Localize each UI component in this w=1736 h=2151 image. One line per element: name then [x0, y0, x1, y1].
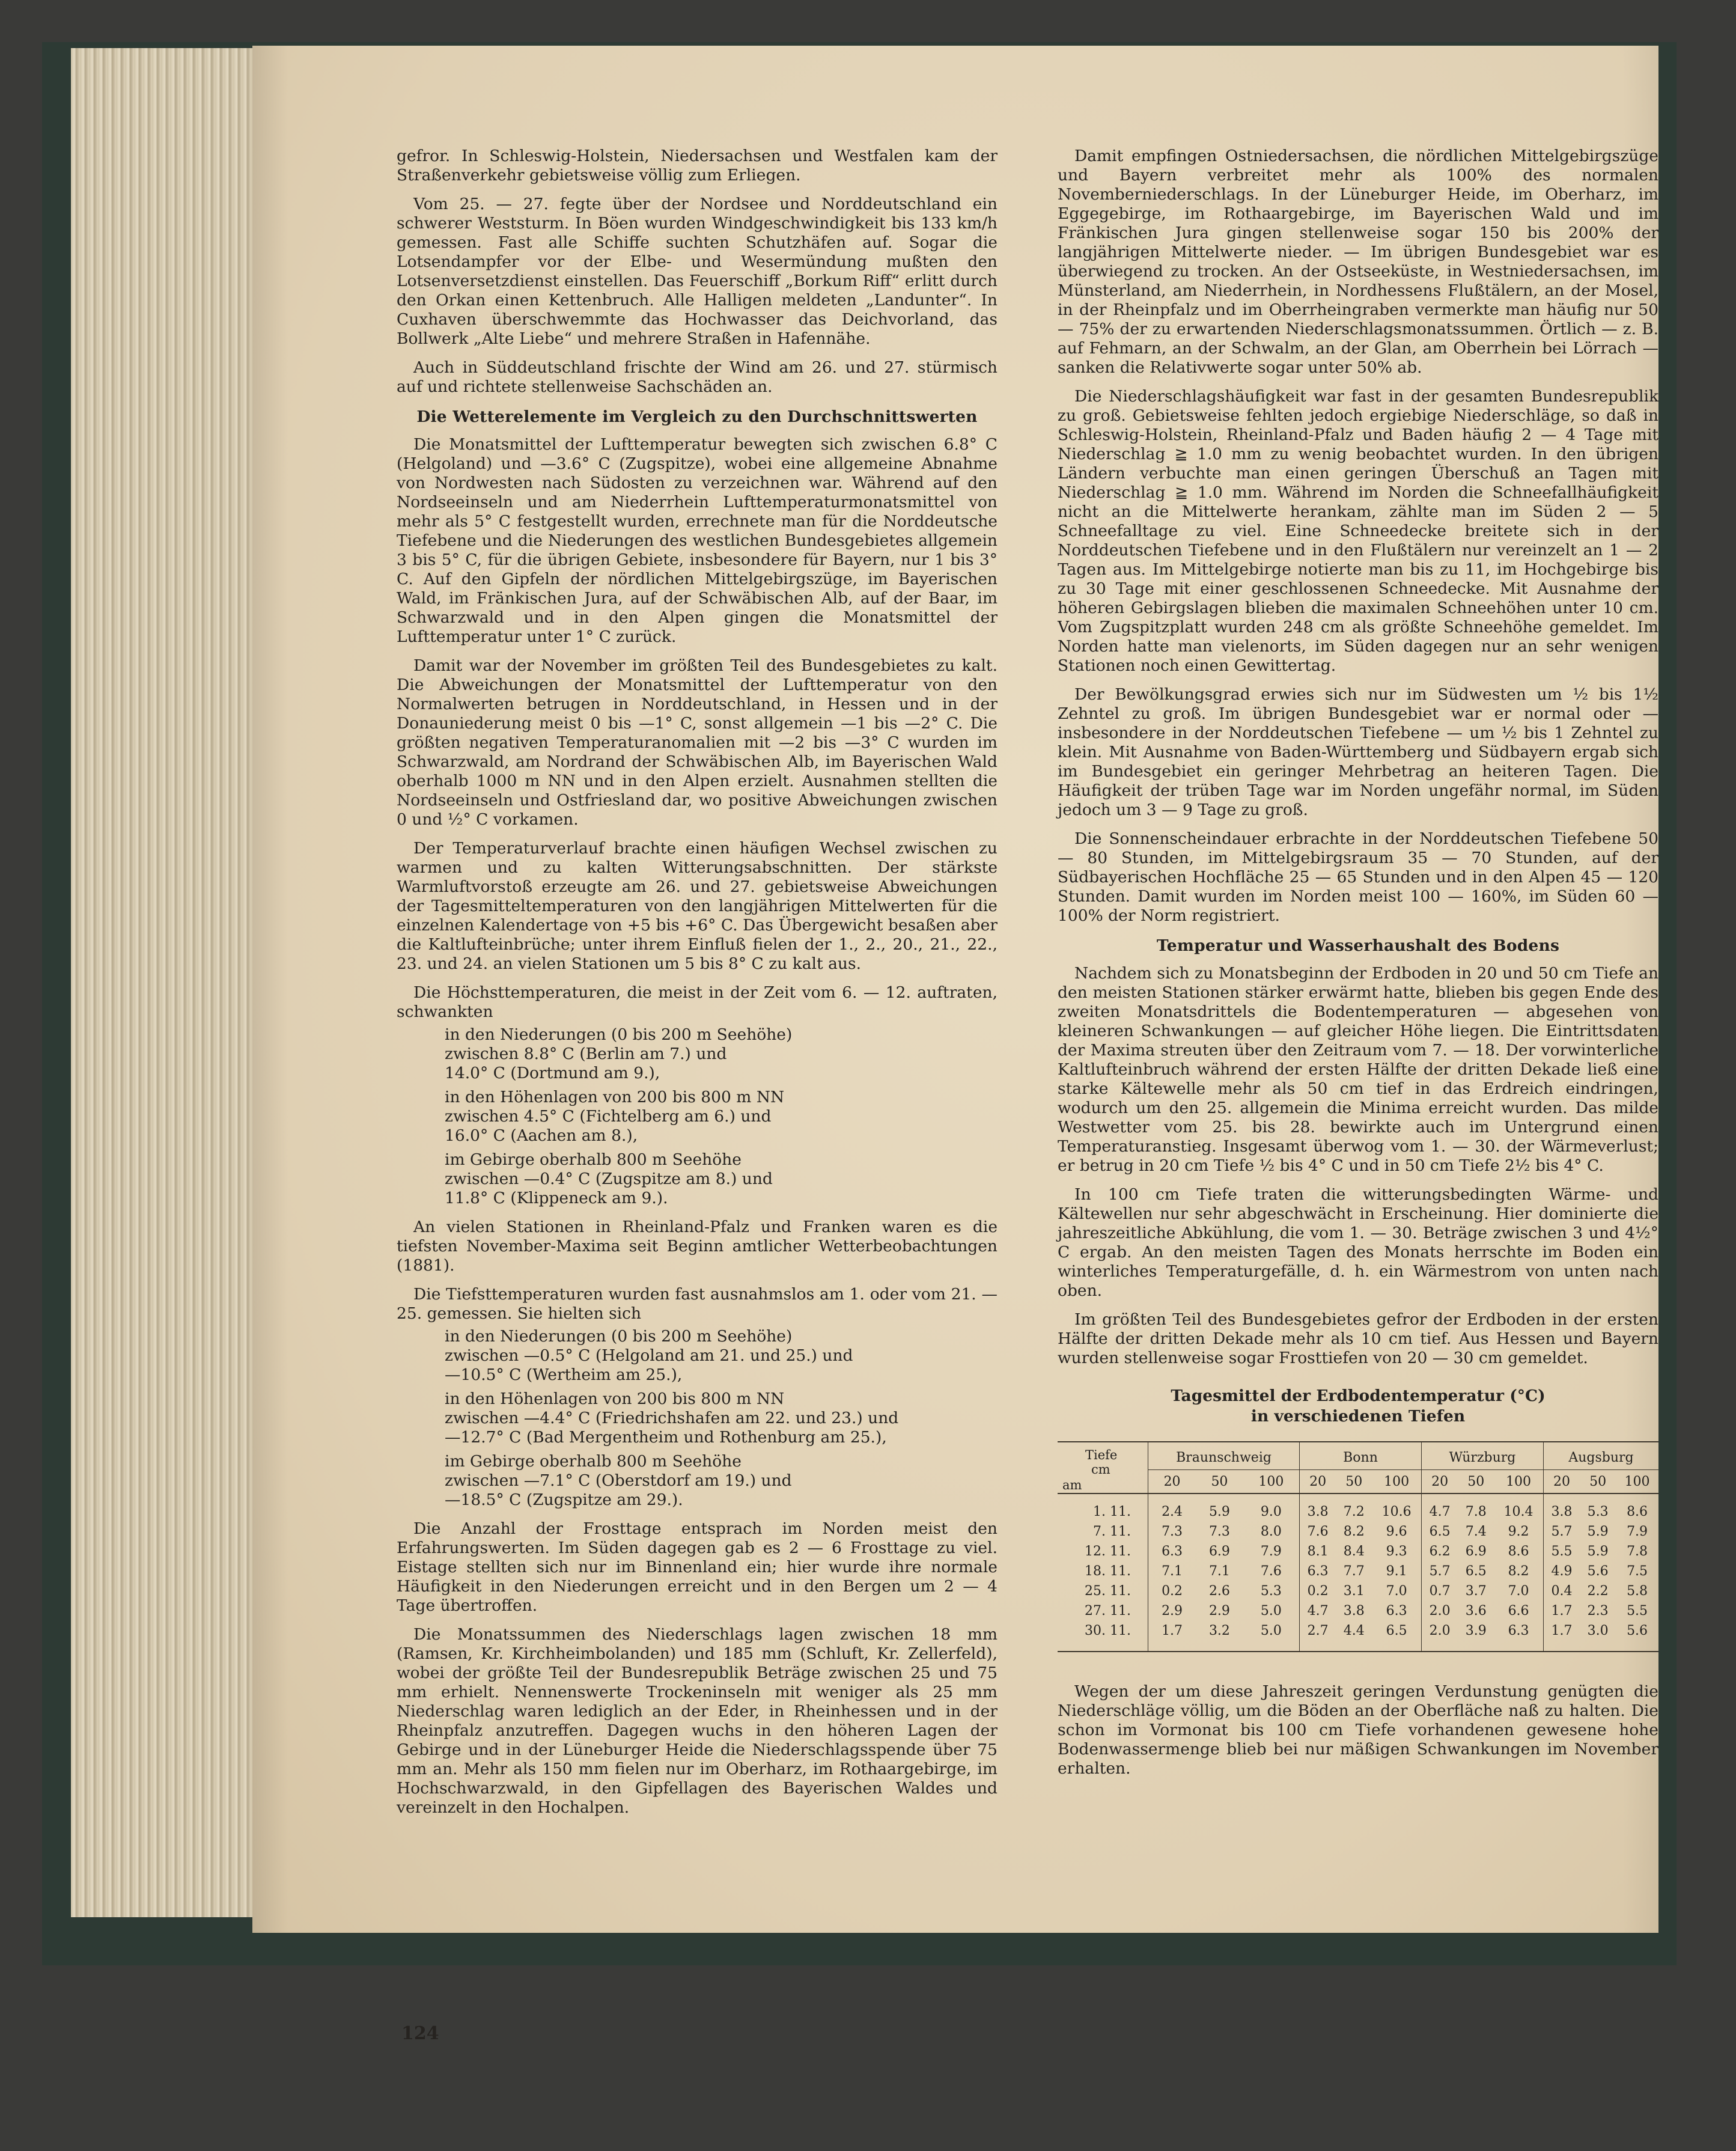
value-cell: 6.6: [1508, 1603, 1529, 1619]
value-cell: 9.1: [1386, 1564, 1407, 1579]
paragraph: Vom 25. — 27. fegte über der Nordsee und Norddeutschland ein schwerer Weststurm. In Böen wurden Windgeschwindigkeit bis 133 km/h gemessen. Fast alle Schiffe suchten Schutzhäfen auf. Sogar die Lotsendampfer vor der Elbe- und Wesermündung mußten den Lotsenversetzdienst einstellen. Das Feuerschiff „Borkum Riff“ erlitt durch den Orkan einen Kettenbruch. Alle Halligen meldeten „Landunter“. In Cuxhaven überschwemmte das Hochwasser das Deichvorland, das Bollwerk „Alte Liebe“ und mehrere Straßen in Hafennähe.: [397, 195, 997, 348]
value-cell: 5.9: [1587, 1524, 1609, 1539]
list-line: in den Höhenlagen von 200 bis 800 m NN: [445, 1390, 785, 1408]
section-heading: Die Wetterelemente im Vergleich zu den Durchschnittswerten: [416, 407, 978, 426]
value-cell: 5.6: [1627, 1623, 1648, 1638]
station-header: Bonn: [1300, 1442, 1422, 1470]
station-header: Augsburg: [1543, 1442, 1658, 1470]
list-line: in den Niederungen (0 bis 200 m Seehöhe): [445, 1025, 793, 1044]
paragraph: Die Monatssummen des Niederschlags lagen zwischen 18 mm (Ramsen, Kr. Kirchheimbolanden) und 185 mm (Schluft, Kr. Zellerfeld), wobei der größte Teil der Bundesrepublik Beträge zwischen 25 und 75 mm erhielt. Nennenswerte Trockeninseln mit weniger als 25 mm Niederschlag waren lediglich an der Eder, in Rheinhessen und in der Rheinpfalz anzutreffen. Dagegen wuchs in den höheren Lagen der Gebirge und in der Lüneburger Heide die Niederschlagsspende über 75 mm an. Mehr als 150 mm fielen nur im Oberharz, im Rothaargebirge, im Hochschwarzwald, in den Gipfellagen des Bayerischen Waldes und vereinzelt in den Hochalpen.: [397, 1625, 997, 1817]
value-cell: 6.5: [1421, 1521, 1458, 1541]
page-edges: [71, 48, 270, 1917]
value-cell: 3.8: [1543, 1493, 1580, 1521]
value-cell: 2.0: [1421, 1600, 1458, 1620]
date-cell: 1. 11.: [1093, 1504, 1131, 1519]
value-cell: 5.7: [1543, 1521, 1580, 1541]
value-cell: 3.0: [1587, 1623, 1609, 1638]
value-cell: 7.3: [1148, 1521, 1196, 1541]
list-line: zwischen 4.5° C (Fichtelberg am 6.) und: [445, 1107, 772, 1126]
value-cell: 4.9: [1543, 1561, 1580, 1581]
value-cell: 5.9: [1208, 1504, 1230, 1519]
list-line: im Gebirge oberhalb 800 m Seehöhe: [445, 1150, 742, 1169]
value-cell: 5.7: [1421, 1561, 1458, 1581]
list-line: —12.7° C (Bad Mergentheim und Rothenburg am 25.),: [445, 1428, 887, 1447]
value-cell: 2.9: [1148, 1600, 1196, 1620]
max-temperature-list: [445, 1025, 997, 1208]
paragraph: Nachdem sich zu Monatsbeginn der Erdboden in 20 und 50 cm Tiefe an den meisten Stationen stärker erwärmt hatte, blieben bis gegen Ende des zweiten Monatsdrittels die Bodentemperaturen — abgesehen von kleineren Schwankungen — auf gleicher Höhe liegen. Die Eintrittsdaten der Maxima streuten über den Zeitraum vom 7. — 18. Der vorwinterliche Kaltlufteinbruch während der ersten Hälfte der dritten Dekade ließ eine starke Kältewelle mehr als 50 cm tief in das Erdreich eindringen, wodurch um den 25. allgemein die Minima erreicht wurden. Das milde Westwetter vom 25. bis 28. bewirkte auch im Untergrund einen Temperaturanstieg. Insgesamt überwog vom 1. — 30. der Wärmeverlust; er betrug in 20 cm Tiefe ½ bis 4° C und in 50 cm Tiefe 2½ bis 4° C.: [1058, 964, 1658, 1175]
stub-date-label: am: [1062, 1478, 1082, 1492]
value-cell: 6.3: [1508, 1623, 1529, 1638]
table-row: [1058, 1561, 1658, 1581]
paragraph: Die Monatsmittel der Lufttemperatur bewegten sich zwischen 6.8° C (Helgoland) und —3.6° C (Zugspitze), wobei eine allgemeine Abnahme von Nordwesten nach Südosten zu verzeichnen war. Während auf den Nordseeinseln und am Niederrhein Lufttemperaturmonatsmittel von mehr als 5° C festgestellt wurden, errechnete man für die Norddeutsche Tiefebene und die Niederungen des westlichen Bundesgebietes allgemein 3 bis 5° C, für die übrigen Gebiete, insbesondere für Bayern, nur 1 bis 3° C. Auf den Gipfeln der nördlichen Mittelgebirgszüge, im Bayerischen Wald, im Fränkischen Jura, auf der Schwäbischen Alb, auf der Baar, im Schwarzwald und in den Alpen gingen die Monatsmittel der Lufttemperatur unter 1° C zurück.: [397, 435, 997, 646]
value-cell: 5.3: [1260, 1584, 1282, 1599]
paragraph: Die Anzahl der Frosttage entsprach im Norden meist den Erfahrungswerten. Im Süden dagegen gab es 2 — 6 Frosttage zu viel. Eistage stellten sich nur im Binnenland ein; hier wurde ihre normale Häufigkeit in den Niederungen erreicht und in den Bergen um 2 — 4 Tage übertroffen.: [397, 1519, 997, 1615]
value-cell: 2.9: [1208, 1603, 1230, 1619]
value-cell: 7.1: [1208, 1564, 1230, 1579]
soil-temperature-table: [1058, 1441, 1658, 1652]
value-cell: 6.5: [1386, 1623, 1407, 1638]
value-cell: 7.6: [1260, 1564, 1282, 1579]
value-cell: 8.2: [1343, 1524, 1365, 1539]
value-cell: 8.6: [1508, 1544, 1529, 1559]
value-cell: 6.3: [1300, 1561, 1336, 1581]
date-cell: 7. 11.: [1093, 1524, 1131, 1539]
depth-header: 100: [1384, 1474, 1410, 1489]
list-line: 14.0° C (Dortmund am 9.),: [445, 1064, 660, 1082]
table-row: [1058, 1620, 1658, 1652]
paragraph: Der Temperaturverlauf brachte einen häufigen Wechsel zwischen zu warmen und zu kalten Witterungsabschnitten. Der stärkste Warmluftvorstoß erzeugte am 26. und 27. gebietsweise Abweichungen der Tagesmitteltemperaturen von den langjährigen Mittelwerten für die einzelnen Kalendertage von +5 bis +6° C. Das Übergewicht besaßen aber die Kaltlufteinbrüche; unter ihrem Einfluß fielen der 1., 2., 20., 21., 22., 23. und 24. an vielen Stationen um 5 bis 8° C zu kalt aus.: [397, 839, 997, 973]
value-cell: 5.0: [1260, 1603, 1282, 1619]
depth-header: 50: [1589, 1474, 1607, 1489]
value-cell: 6.9: [1208, 1544, 1230, 1559]
paragraph: Die Tiefsttemperaturen wurden fast ausnahmslos am 1. oder vom 21. — 25. gemessen. Sie hielten sich: [397, 1285, 997, 1323]
value-cell: 10.6: [1381, 1504, 1412, 1519]
station-header: Würzburg: [1421, 1442, 1543, 1470]
station-header: Braunschweig: [1148, 1442, 1300, 1470]
date-cell: 25. 11.: [1085, 1584, 1131, 1599]
value-cell: 4.7: [1300, 1600, 1336, 1620]
depth-header: 100: [1258, 1474, 1284, 1489]
list-line: in den Niederungen (0 bis 200 m Seehöhe): [445, 1327, 793, 1346]
value-cell: 5.5: [1627, 1603, 1648, 1619]
value-cell: 7.0: [1386, 1584, 1407, 1599]
value-cell: 8.1: [1300, 1541, 1336, 1561]
date-cell: 30. 11.: [1085, 1623, 1131, 1638]
value-cell: 5.6: [1587, 1564, 1609, 1579]
value-cell: 6.3: [1148, 1541, 1196, 1561]
value-cell: 6.5: [1465, 1564, 1487, 1579]
list-line: —10.5° C (Wertheim am 25.),: [445, 1365, 683, 1384]
value-cell: 7.8: [1627, 1544, 1648, 1559]
value-cell: 6.2: [1421, 1541, 1458, 1561]
list-line: zwischen —7.1° C (Oberstdorf am 19.) und: [445, 1471, 792, 1490]
depth-header: 20: [1421, 1470, 1458, 1493]
depth-header: 100: [1506, 1474, 1532, 1489]
depth-header: 50: [1211, 1474, 1228, 1489]
value-cell: 0.7: [1421, 1581, 1458, 1600]
value-cell: 8.0: [1260, 1524, 1282, 1539]
table-title-line: in verschiedenen Tiefen: [1250, 1407, 1466, 1426]
depth-header: 20: [1300, 1470, 1336, 1493]
paragraph: Damit war der November im größten Teil des Bundesgebietes zu kalt. Die Abweichungen der Monatsmittel der Lufttemperatur von den Normalwerten betrugen in Norddeutschland, in Hessen und in der Donauniederung meist 0 bis —1° C, sonst allgemein —1 bis —2° C. Die größten negativen Temperaturanomalien mit —2 bis —3° C wurden im Schwarzwald, am Nordrand der Schwäbischen Alb, im Bayerischen Wald oberhalb 1000 m NN und in den Alpen erzielt. Ausnahmen stellten die Nordseeinseln und Ostfriesland dar, wo positive Abweichungen zwischen 0 und ½° C vorkamen.: [397, 656, 997, 829]
value-cell: 1.7: [1148, 1620, 1196, 1652]
paragraph: Die Sonnenscheindauer erbrachte in der Norddeutschen Tiefebene 50 — 80 Stunden, im Mittelgebirgsraum 35 — 70 Stunden, auf der Südbayerischen Hochfläche 25 — 65 Stunden und in den Alpen 45 — 120 Stunden. Damit wurden im Norden meist 100 — 160%, im Süden 60 — 100% der Norm registriert.: [1058, 829, 1658, 925]
value-cell: 6.3: [1386, 1603, 1407, 1619]
value-cell: 5.9: [1587, 1544, 1609, 1559]
table-title: [1058, 1386, 1658, 1427]
paragraph: Wegen der um diese Jahreszeit geringen Verdunstung genügten die Niederschläge völlig, um die Böden an der Oberfläche naß zu halten. Die schon im Vormonat bis 100 cm Tiefe vorhandenen gewesene hohe Bodenwassermenge blieb bei nur mäßigen Schwankungen im November erhalten.: [1058, 1682, 1658, 1778]
value-cell: 9.3: [1386, 1544, 1407, 1559]
min-temperature-list: [445, 1327, 997, 1510]
date-cell: 18. 11.: [1085, 1564, 1131, 1579]
value-cell: 2.4: [1148, 1493, 1196, 1521]
value-cell: 0.4: [1543, 1581, 1580, 1600]
table-row: [1058, 1541, 1658, 1561]
value-cell: 3.8: [1300, 1493, 1336, 1521]
table-row: [1058, 1600, 1658, 1620]
value-cell: 3.2: [1208, 1623, 1230, 1638]
paragraph: Die Höchsttemperaturen, die meist in der Zeit vom 6. — 12. auftraten, schwankten: [397, 983, 997, 1021]
value-cell: 7.3: [1208, 1524, 1230, 1539]
table-stub-header: [1058, 1442, 1148, 1493]
value-cell: 5.5: [1543, 1541, 1580, 1561]
paragraph: Der Bewölkungsgrad erwies sich nur im Südwesten um ½ bis 1½ Zehntel zu groß. Im übrigen Bundesgebiet war er normal oder — insbesondere in der Norddeutschen Tiefebene — um ½ bis 1 Zehntel zu klein. Mit Ausnahme von Baden-Württemberg und Südbayern ergab sich im Bundesgebiet ein geringer Mehrbetrag an heiteren Tagen. Die Häufigkeit der trüben Tage war im Norden ungefähr normal, im Süden jedoch um 3 — 9 Tage zu groß.: [1058, 685, 1658, 819]
value-cell: 0.2: [1300, 1581, 1336, 1600]
value-cell: 7.4: [1465, 1524, 1487, 1539]
value-cell: 5.8: [1627, 1584, 1648, 1599]
value-cell: 7.5: [1627, 1564, 1648, 1579]
list-line: zwischen —0.5° C (Helgoland am 21. und 25.) und: [445, 1346, 853, 1365]
depth-header: 100: [1624, 1474, 1650, 1489]
depth-header: 50: [1467, 1474, 1485, 1489]
depth-header: 20: [1148, 1470, 1196, 1493]
right-column: [1058, 147, 1658, 1788]
value-cell: 8.4: [1343, 1544, 1365, 1559]
value-cell: 2.3: [1587, 1603, 1609, 1619]
value-cell: 8.6: [1627, 1504, 1648, 1519]
value-cell: 2.2: [1587, 1584, 1609, 1599]
value-cell: 3.9: [1465, 1623, 1487, 1638]
value-cell: 2.0: [1421, 1620, 1458, 1652]
value-cell: 3.1: [1343, 1584, 1365, 1599]
paragraph: Im größten Teil des Bundesgebietes gefror der Erdboden in der ersten Hälfte der dritten Dekade mehr als 10 cm tief. Aus Hessen und Bayern wurden stellenweise sogar Frosttiefen von 20 — 30 cm gemeldet.: [1058, 1310, 1658, 1367]
list-line: zwischen 8.8° C (Berlin am 7.) und: [445, 1045, 727, 1063]
list-line: in den Höhenlagen von 200 bis 800 m NN: [445, 1088, 785, 1106]
date-cell: 12. 11.: [1085, 1544, 1131, 1559]
value-cell: 3.8: [1343, 1603, 1365, 1619]
value-cell: 10.4: [1503, 1504, 1533, 1519]
paragraph: Auch in Süddeutschland frischte der Wind am 26. und 27. stürmisch auf und richtete stellenweise Sachschäden an.: [397, 358, 997, 396]
value-cell: 5.3: [1587, 1504, 1609, 1519]
value-cell: 9.0: [1260, 1504, 1282, 1519]
value-cell: 0.2: [1148, 1581, 1196, 1600]
value-cell: 4.7: [1421, 1493, 1458, 1521]
list-line: 11.8° C (Klippeneck am 9.).: [445, 1189, 668, 1207]
list-line: —18.5° C (Zugspitze am 29.).: [445, 1490, 683, 1509]
list-line: zwischen —4.4° C (Friedrichshafen am 22. und 23.) und: [445, 1409, 899, 1427]
value-cell: 9.6: [1386, 1524, 1407, 1539]
document-page: [252, 46, 1658, 2044]
value-cell: 4.4: [1343, 1623, 1365, 1638]
left-column: [397, 147, 997, 1827]
paragraph: Die Niederschlagshäufigkeit war fast in der gesamten Bundesrepublik zu groß. Gebietsweise fehlten jedoch ergiebige Niederschläge, so daß in Schleswig-Holstein, Rheinland-Pfalz und Baden häufig 2 — 4 Tage mit Niederschlag ≧ 1.0 mm zu wenig beobachtet wurden. In den übrigen Ländern verbuchte man einen geringen Überschuß an Tagen mit Niederschlag ≧ 1.0 mm. Während im Norden die Schneefallhäufigkeit nicht an die Mittelwerte herankam, zählte man im Süden 2 — 5 Schneefalltage zu viel. Eine Schneedecke breitete sich in der Norddeutschen Tiefebene und in den Flußtälern nur vereinzelt an 1 — 2 Tagen aus. Im Mittelgebirge notierte man bis zu 11, im Hochgebirge bis zu 30 Tage mit einer geschlossenen Schneedecke. Mit Ausnahme der höheren Gebirgslagen blieben die maximalen Schneehöhen unter 10 cm. Vom Zugspitzplatt wurden 248 cm als größte Schneehöhe gemeldet. Im Norden hatte man vielenorts, im Süden dagegen nur an sehr wenigen Stationen noch einen Gewittertag.: [1058, 387, 1658, 675]
value-cell: 9.2: [1508, 1524, 1529, 1539]
list-line: 16.0° C (Aachen am 8.),: [445, 1126, 638, 1145]
value-cell: 6.9: [1465, 1544, 1487, 1559]
stub-depth-label: Tiefe: [1085, 1448, 1118, 1462]
value-cell: 1.7: [1543, 1600, 1580, 1620]
value-cell: 7.2: [1343, 1504, 1365, 1519]
list-line: zwischen —0.4° C (Zugspitze am 8.) und: [445, 1170, 773, 1188]
value-cell: 7.9: [1260, 1544, 1282, 1559]
paragraph: An vielen Stationen in Rheinland-Pfalz und Franken waren es die tiefsten November-Maxima seit Beginn amtlicher Wetterbeobachtungen (1881).: [397, 1218, 997, 1275]
table-row: [1058, 1521, 1658, 1541]
depth-header: 20: [1543, 1470, 1580, 1493]
value-cell: 3.6: [1465, 1603, 1487, 1619]
value-cell: 7.8: [1465, 1504, 1487, 1519]
value-cell: 7.1: [1148, 1561, 1196, 1581]
value-cell: 5.0: [1260, 1623, 1282, 1638]
value-cell: 7.9: [1627, 1524, 1648, 1539]
table-body: [1058, 1493, 1658, 1652]
paragraph: Damit empfingen Ostniedersachsen, die nördlichen Mittelgebirgszüge und Bayern verbreitet mehr als 100% des normalen Novemberniederschlags. In der Lüneburger Heide, im Oberharz, im Eggegebirge, im Rothaargebirge, im Bayerischen Wald und im Fränkischen Jura gingen stellenweise sogar 150 bis 200% der langjährigen Mittelwerte nieder. — Im übrigen Bundesgebiet war es überwiegend zu trocken. An der Ostseeküste, in Westniedersachsen, im Münsterland, am Niederrhein, in Nordhessens Flußtälern, an der Mosel, in der Rheinpfalz und im Oberrheingraben vermerkte man häufig nur 50 — 75% der zu erwartenden Niederschlagsmonatssummen. Örtlich — z. B. auf Fehmarn, an der Schwalm, an der Glan, am Oberrhein bei Lörrach — sanken die Relativwerte sogar unter 50% ab.: [1058, 147, 1658, 377]
paragraph: In 100 cm Tiefe traten die witterungsbedingten Wärme- und Kältewellen nur sehr abgeschwächt in Erscheinung. Hier dominierte die jahreszeitliche Abkühlung, die vom 1. — 30. Beträge zwischen 3 und 4½° C ergab. An den meisten Tagen des Monats herrschte im Boden ein winterliches Temperaturgefälle, d. h. ein Wärmestrom von unten nach oben.: [1058, 1185, 1658, 1300]
value-cell: 7.7: [1343, 1564, 1365, 1579]
depth-header: 50: [1345, 1474, 1363, 1489]
value-cell: 7.0: [1508, 1584, 1529, 1599]
value-cell: 8.2: [1508, 1564, 1529, 1579]
table-row: [1058, 1581, 1658, 1600]
table-title-line: Tagesmittel der Erdbodentemperatur (°C): [1171, 1387, 1546, 1405]
value-cell: 3.7: [1465, 1584, 1487, 1599]
date-cell: 27. 11.: [1085, 1603, 1131, 1619]
value-cell: 1.7: [1543, 1620, 1580, 1652]
page-number: 124: [401, 2023, 439, 2044]
value-cell: 2.7: [1300, 1620, 1336, 1652]
paragraph: gefror. In Schleswig-Holstein, Niedersachsen und Westfalen kam der Straßenverkehr gebietsweise völlig zum Erliegen.: [397, 147, 997, 185]
value-cell: 2.6: [1208, 1584, 1230, 1599]
stub-unit-label: cm: [1091, 1462, 1110, 1477]
table-row: [1058, 1493, 1658, 1521]
section-heading: Temperatur und Wasserhaushalt des Bodens: [1156, 936, 1560, 955]
list-line: im Gebirge oberhalb 800 m Seehöhe: [445, 1452, 742, 1471]
value-cell: 7.6: [1300, 1521, 1336, 1541]
